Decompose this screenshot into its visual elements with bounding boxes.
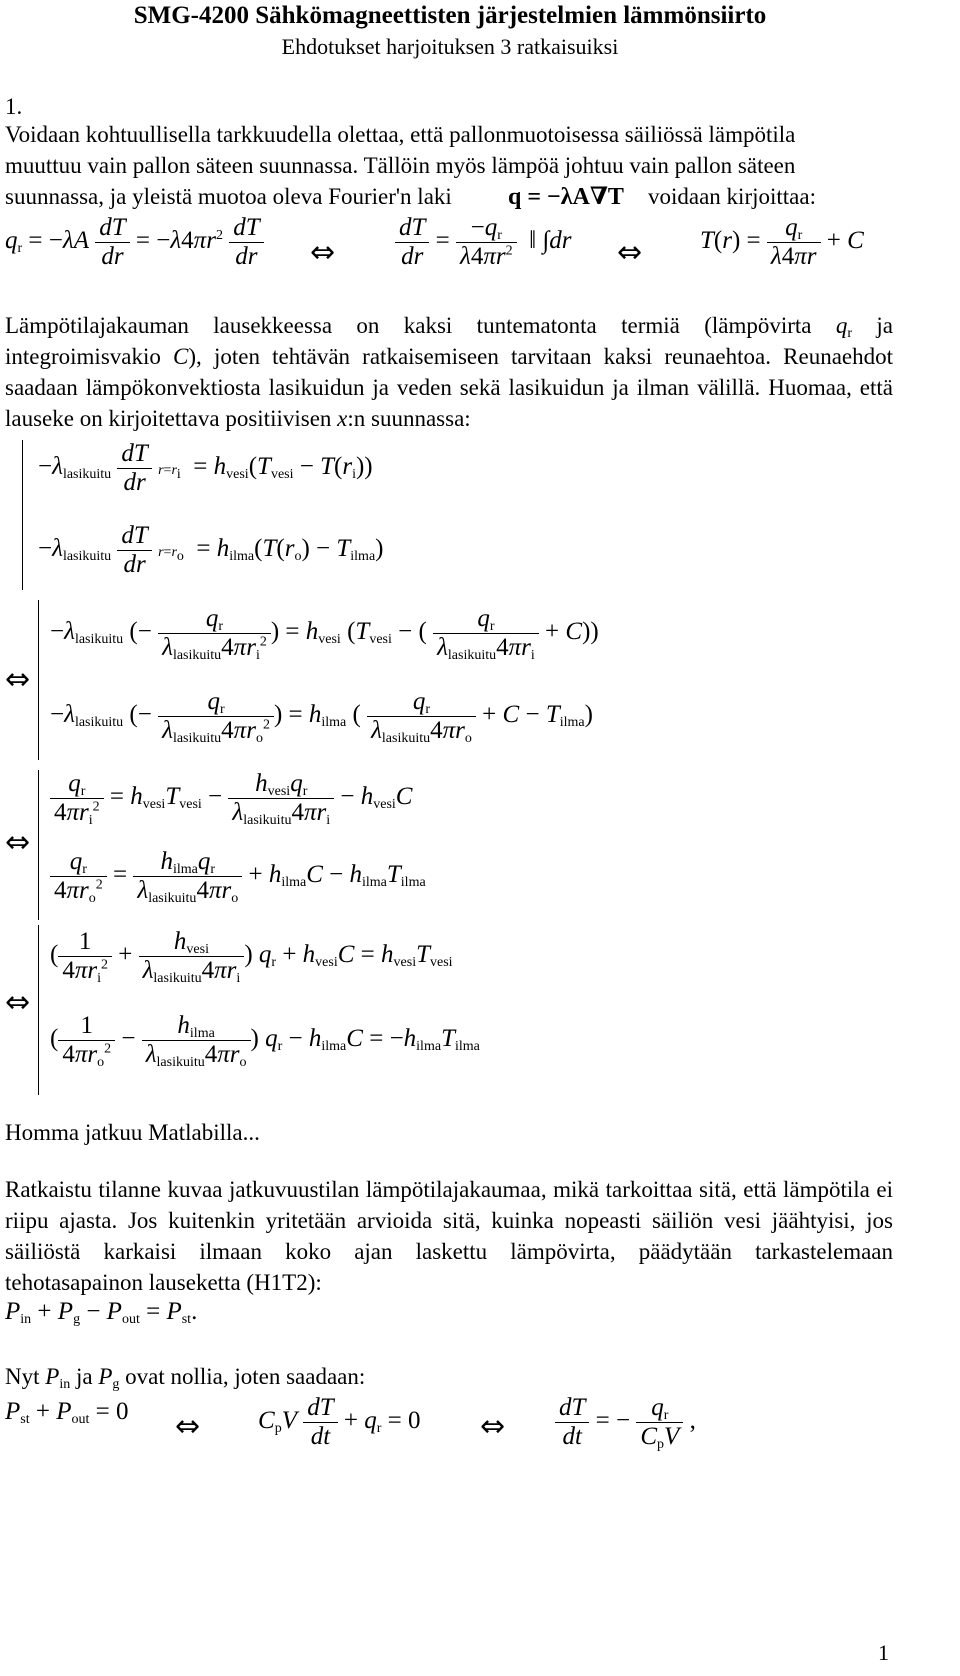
symbol-x: x [337, 406, 348, 431]
equation-temperature-distribution: T(r) = $\frac{q_r}{\lambda 4\pi r}$ + C [700, 214, 864, 270]
symbol-c: C [173, 344, 189, 369]
system2-equation-2: $-\lambda_{lasikuitu}$ (− $\frac{q_r}{\lambda_{lasikuitu}4\pi r_o^2}$ ) = $h_{ilma}$ ( $\frac{q_r}{\lambda_{lasikuitu}4\pi r_o}$ + $C - T_{ilma}$) [50, 688, 593, 746]
equivalence-arrow: ⇔ [5, 662, 31, 697]
boundary-condition-air: $-\lambda_{lasikuitu}$ $\frac{dT}{dr}$ $r=r_o = h_{ilma}(T(r_o) - T_{ilma})$ [38, 522, 384, 578]
paragraph: Ratkaistu tilanne kuvaa jatkuvuustilan lämpötilajakaumaa, mikä tarkoittaa sitä, että lämpötila ei riipu ajasta. Jos kuitenkin yritetään arvioida sitä, kuinka nopeasti säiliön vesi jäähtyisi, jos säiliöstä karkaisi ilmaan koko ajan laskettu lämpövirta, päädytään tarkastelemaan tehotasapainon lauseketta (H1T2): [5, 1177, 893, 1295]
page-number: 1 [878, 1640, 889, 1665]
system4-equation-2: ( $\frac{1}{4\pi r_o^2}$ − $\frac{h_{ilma}}{\lambda_{lasikuitu}4\pi r_o}$ ) $q_r - h_{ilma}C = -h_{ilma}T_{ilma}$ [50, 1012, 480, 1070]
system3-equation-1: $\frac{q_r}{4\pi r_i^2}$ = $h_{vesi}T_{vesi}$ − $\frac{h_{vesi}q_r}{\lambda_{lasikuitu}4\pi r_i}$ − $h_{vesi}C$ [50, 770, 412, 827]
para-text: ja integroimisvakio [5, 313, 894, 369]
system-brace [38, 600, 39, 760]
paragraph-line: Nyt $P_{in}$ ja $P_g$ ovat nollia, joten saadaan: [5, 1364, 366, 1392]
final-equation-2: $C_pV$ $\frac{dT}{dt}$ + $q_r = 0$ [258, 1394, 421, 1450]
para-text: ja [75, 1364, 93, 1389]
equivalence-arrow: ⇔ [310, 235, 336, 270]
equivalence-arrow: ⇔ [5, 825, 31, 860]
section-number: 1. [5, 94, 23, 119]
paragraph-line: Voidaan kohtuullisella tarkkuudella olettaa, että pallonmuotoisessa säiliössä lämpötila [5, 122, 796, 147]
paragraph-line: suunnassa, ja yleistä muotoa oleva Fourier'n laki [5, 184, 452, 209]
final-equation-3: $\frac{dT}{dt}$ = − $\frac{q_r}{C_pV}$ , [555, 1394, 696, 1451]
equivalence-arrow: ⇔ [5, 985, 31, 1020]
continuation-note: Homma jatkuu Matlabilla... [5, 1120, 260, 1145]
equation-fourier-radial: $q_r = -\lambda A$ $\frac{dT}{dr}$ = $-\lambda 4\pi r^2$ $\frac{dT}{dr}$ [5, 214, 264, 271]
equivalence-arrow: ⇔ [175, 1409, 201, 1444]
para-text: ovat nollia, joten saadaan: [125, 1364, 366, 1389]
para-text: ), joten tehtävän ratkaisemiseen tarvitaan kaksi reunaehtoa. Reunaehdot saadaan lämpökonvektiosta lasikuidun ja veden sekä lasikuidun ja ilman välillä. Huomaa, että lauseke on kirjoitettava positiivisen [5, 344, 894, 431]
system2-equation-1: $-\lambda_{lasikuitu}$ (− $\frac{q_r}{\lambda_{lasikuitu}4\pi r_i^2}$ ) = $h_{vesi}$ ($T_{vesi}$ − ( $\frac{q_r}{\lambda_{lasikuitu}4\pi r_i}$ + C)) [50, 605, 599, 663]
final-equation-1: $P_{st} + P_{out} = 0$ [5, 1398, 129, 1427]
paragraph: Lämpötilajakauman lausekkeessa on kaksi tuntematonta termiä (lämpövirta $q_r$ ja integroimisvakio C), joten tehtävän ratkaisemiseen tarvitaan kaksi reunaehtoa. Reunaehdot saadaan lämpökonvektiosta lasikuidun ja veden sekä lasikuidun ja ilman välillä. Huomaa, että lauseke on kirjoitettava positiivisen x:n suunnassa: [5, 313, 894, 431]
fourier-formula: q = −λA∇T [508, 184, 624, 210]
para-text: Lämpötilajakauman lausekkeessa on kaksi tuntematonta termiä (lämpövirta [5, 313, 812, 338]
page-subtitle: Ehdotukset harjoituksen 3 ratkaisuiksi [281, 34, 619, 59]
paragraph-line: voidaan kirjoittaa: [648, 184, 816, 209]
paragraph-line: muuttuu vain pallon säteen suunnassa. Tällöin myös lämpöä johtuu vain pallon säteen [5, 153, 796, 178]
boundary-condition-water: $-\lambda_{lasikuitu}$ $\frac{dT}{dr}$ $r=r_i = h_{vesi}(T_{vesi} - T(r_i))$ [38, 440, 373, 496]
equivalence-arrow: ⇔ [617, 235, 643, 270]
equivalence-arrow: ⇔ [480, 1409, 506, 1444]
system-brace [38, 925, 39, 1095]
fourier-law-formula [508, 182, 624, 212]
system4-equation-1: ( $\frac{1}{4\pi r_i^2}$ + $\frac{h_{vesi}}{\lambda_{lasikuitu}4\pi r_i}$ ) $q_r + h_{vesi}C = h_{vesi}T_{vesi}$ [50, 928, 453, 986]
system3-equation-2: $\frac{q_r}{4\pi r_o^2}$ = $\frac{h_{ilma}q_r}{\lambda_{lasikuitu}4\pi r_o}$ + $h_{ilma}C - h_{ilma}T_{ilma}$ [50, 848, 426, 905]
equation-separated: $\frac{dT}{dr}$ = $\frac{-q_r}{\lambda 4\pi r^2}$ ‖ ∫dr [395, 214, 571, 271]
power-balance-equation: $P_{in} + P_g - P_{out} = P_{st}$. [5, 1298, 198, 1327]
para-text: Nyt [5, 1364, 40, 1389]
page-title: SMG-4200 Sähkömagneettisten järjestelmien lämmönsiirto [133, 2, 767, 29]
para-text: :n suunnassa: [347, 406, 471, 431]
system-brace [22, 440, 23, 590]
system-brace [38, 770, 39, 920]
